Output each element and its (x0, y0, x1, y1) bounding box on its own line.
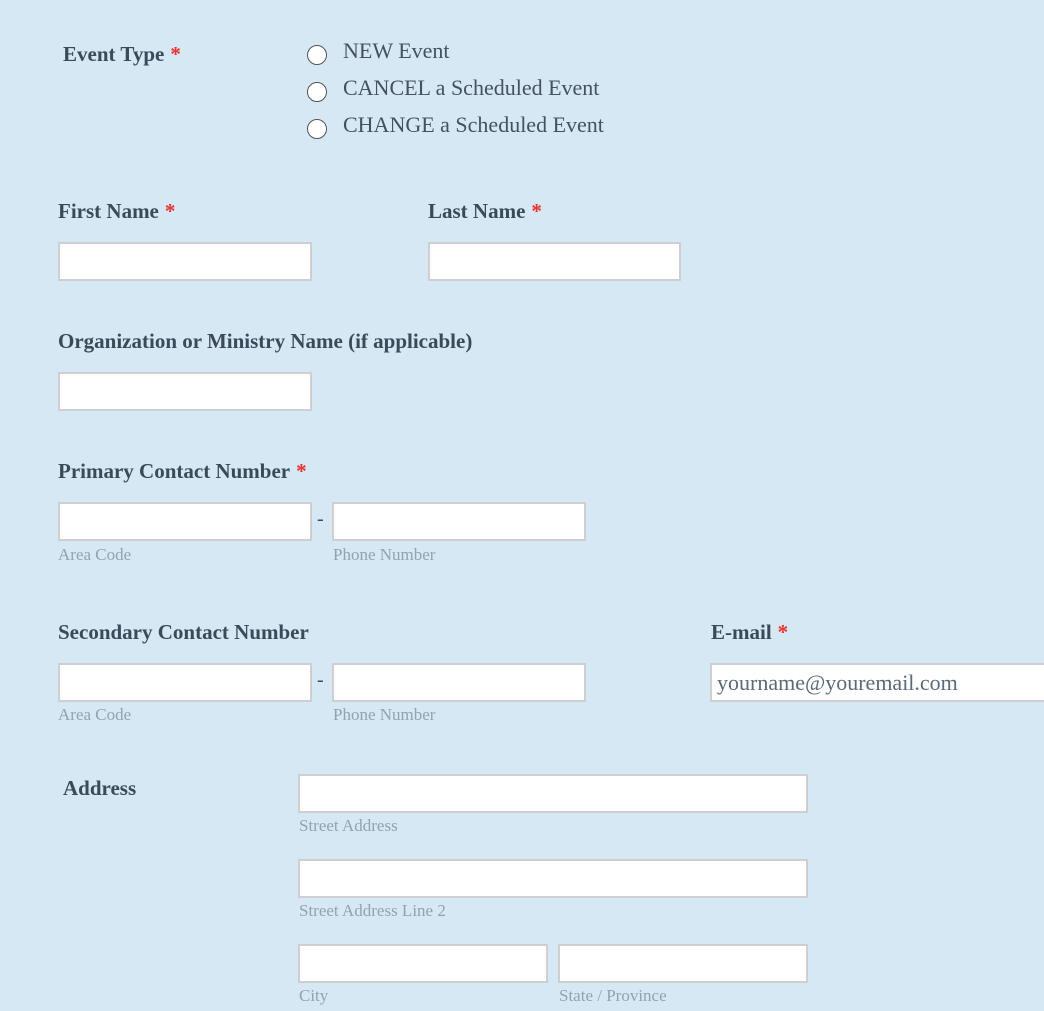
radio-button[interactable] (307, 45, 327, 65)
email-label (711, 620, 788, 645)
state-province-input[interactable] (558, 944, 808, 983)
area-code-sublabel: Area Code (58, 705, 132, 724)
email-input[interactable] (710, 663, 1044, 702)
area-code-sublabel: Area Code (58, 545, 132, 564)
required-asterisk: * (170, 42, 181, 66)
organization-input[interactable] (58, 372, 312, 411)
last-name-label (428, 199, 542, 224)
secondary-phone-number-input[interactable] (332, 663, 586, 702)
street-address-line2-input[interactable] (298, 859, 808, 898)
street-address-line2-sublabel: Street Address Line 2 (299, 901, 446, 920)
phone-number-sublabel: Phone Number (333, 705, 436, 724)
event-type-label-text: Event Type (63, 42, 165, 66)
radio-option-cancel-event[interactable] (307, 74, 599, 102)
last-name-label-text: Last Name (428, 199, 526, 223)
event-type-label (63, 42, 181, 67)
first-name-input[interactable] (58, 242, 312, 281)
organization-label: Organization or Ministry Name (if applicable) (58, 329, 473, 353)
secondary-area-code-input[interactable] (58, 663, 312, 702)
primary-area-code-input[interactable] (58, 502, 312, 541)
phone-separator: - (317, 669, 324, 691)
city-sublabel: City (299, 986, 329, 1005)
state-province-sublabel: State / Province (559, 986, 667, 1005)
first-name-label-text: First Name (58, 199, 159, 223)
radio-label: CHANGE a Scheduled Event (343, 112, 604, 137)
radio-label: CANCEL a Scheduled Event (343, 75, 600, 100)
required-asterisk: * (777, 620, 789, 644)
street-address-sublabel: Street Address (299, 816, 398, 835)
radio-button[interactable] (307, 82, 327, 102)
required-asterisk: * (164, 199, 176, 223)
radio-option-new-event[interactable] (307, 37, 450, 65)
primary-contact-label-text: Primary Contact Number (58, 459, 291, 483)
street-address-input[interactable] (298, 774, 808, 813)
secondary-contact-label: Secondary Contact Number (58, 620, 309, 644)
last-name-input[interactable] (428, 242, 681, 281)
city-input[interactable] (298, 944, 548, 983)
phone-number-sublabel: Phone Number (333, 545, 436, 564)
radio-label: NEW Event (343, 38, 450, 63)
required-asterisk: * (296, 459, 307, 483)
email-label-text: E-mail (711, 620, 772, 644)
primary-phone-number-input[interactable] (332, 502, 586, 541)
radio-option-change-event[interactable] (307, 111, 604, 139)
radio-button[interactable] (307, 119, 327, 139)
primary-contact-label (58, 459, 307, 484)
required-asterisk: * (531, 199, 542, 223)
address-label: Address (63, 776, 137, 800)
phone-separator: - (317, 508, 324, 530)
first-name-label (58, 199, 175, 224)
